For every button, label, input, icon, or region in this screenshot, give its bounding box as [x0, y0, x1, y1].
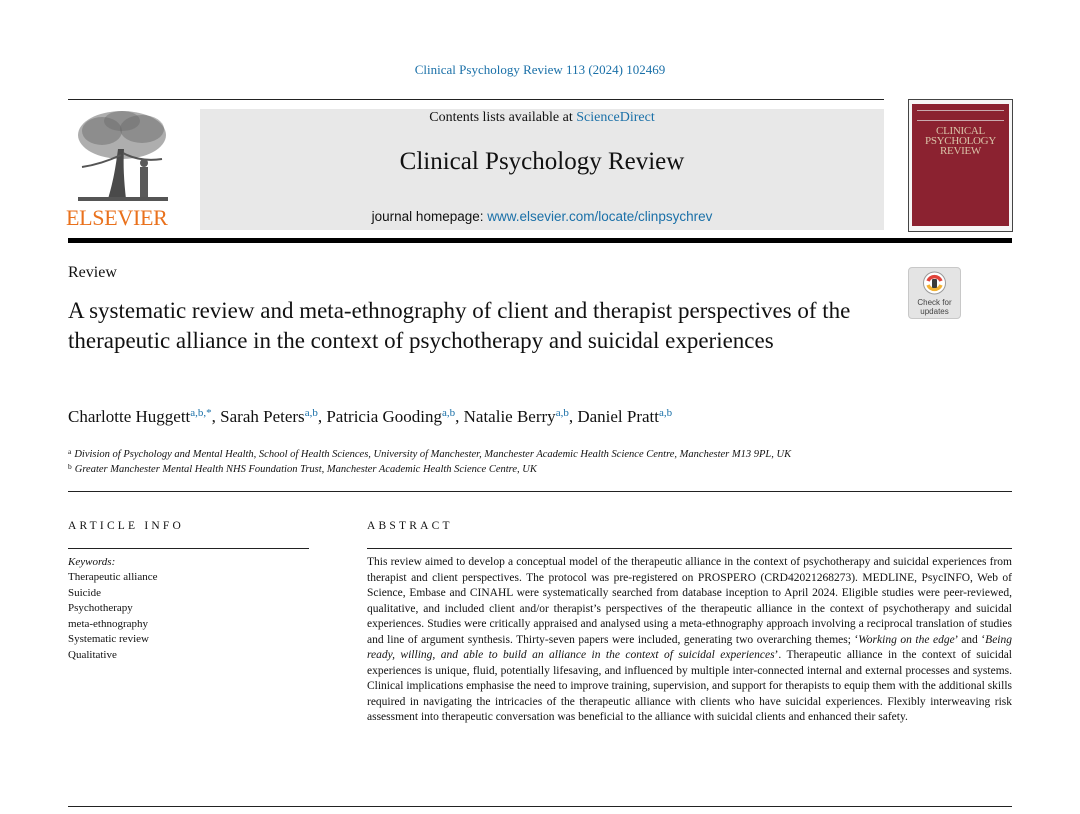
sciencedirect-link[interactable]: ScienceDirect [576, 110, 655, 125]
cover-title: CLINICAL PSYCHOLOGY REVIEW [925, 125, 996, 157]
author-affiliation-marks[interactable]: a,b [304, 407, 318, 419]
check-for-updates-button[interactable] [908, 267, 961, 319]
affiliation-text: Division of Psychology and Mental Health, School of Health Sciences, University of Manchester, Manchester Academic Health Science Centre, Manchester M13 9PL, UK [74, 449, 792, 460]
contents-line [200, 110, 884, 126]
journal-title: Clinical Psychology Review [399, 148, 685, 175]
author-name[interactable]: Daniel Pratt [577, 407, 659, 426]
abstract-part: This review aimed to develop a conceptual model of the therapeutic alliance in the context of psychotherapy and suicidal experiences from therapist and client perspectives. The protocol was pre-registered on PROSPERO (CRD42021268273). MEDLINE, PsycINFO, Web of Science, Embase and CINAHL were systematically searched from database inception to April 2024. Eligible studies were peer-reviewed, qualitative, and included client and/or therapist’s perspectives of the therapeutic alliance in the context of psychotherapy and suicidal experiences. Studies were critically appraised and analysed using a meta-ethnography approach involving a reciprocal translation of studies and line of argument synthesis. Thirty-seven papers were included, generating two overarching themes; ‘ [367, 556, 1012, 646]
article-type: Review [68, 264, 117, 281]
header-top-rule [68, 99, 884, 100]
abstract-part: ’. Therapeutic alliance in the context of suicidal experiences is unique, fluid, potentially lifesaving, and influenced by multiple inter-connected internal and external processes and systems. Clinical implications emphasise the need to improve training, supervision, and support for therapists to equip them with the additional skills required in navigating the intricacies of the therapeutic alliance with clients who have suicidal experiences. Flexibly interweaving risk assessment into therapeutic conversation was beneficial to the alliance with suicidal clients and enhanced their safety. [367, 649, 1012, 724]
author-affiliation-marks[interactable]: a,b [442, 407, 456, 419]
author-name[interactable]: Natalie Berry [463, 407, 556, 426]
author-affiliation-marks[interactable]: a,b [659, 407, 673, 419]
article-info-rule [68, 548, 309, 549]
journal-cover-image[interactable] [908, 99, 1013, 232]
keyword-item: Psychotherapy [68, 602, 133, 614]
keyword-item: Suicide [68, 586, 101, 599]
keyword-item: Qualitative [68, 648, 117, 661]
abstract-part: ’ and ‘ [954, 633, 986, 646]
keywords-label: Keywords: [68, 556, 116, 568]
affiliation-mark: a [68, 447, 72, 456]
journal-reference-link[interactable]: Clinical Psychology Review 113 (2024) 102469 [414, 62, 666, 77]
author-name[interactable]: Sarah Peters [220, 407, 305, 426]
affiliation-b [68, 462, 537, 475]
cover-strip [917, 110, 1004, 121]
check-updates-icon [909, 268, 960, 298]
author-name[interactable]: Patricia Gooding [326, 407, 442, 426]
section-rule [68, 491, 1012, 492]
contents-prefix: Contents lists available at [429, 110, 577, 125]
keyword-item: Systematic review [68, 633, 149, 645]
affiliation-a [68, 447, 791, 460]
author-affiliation-marks[interactable]: a,b,* [190, 407, 212, 419]
affiliation-mark: b [68, 462, 72, 471]
article-title: A systematic review and meta-ethnography of client and therapist perspectives of the therapeutic alliance in the context of psychotherapy and suicidal experiences [68, 298, 851, 353]
author-list: Charlotte Huggett$^{a,b,*}$, Sarah Peters$^{a,b}$, Patricia Gooding$^{a,b}$, Natalie Berry$^{a,b}$, Daniel Pratt$^{a,b}$ [68, 407, 673, 426]
check-updates-label: Check for updates [917, 298, 952, 316]
abstract-theme-2: Being ready, willing, and able to build an alliance in the context of suicidal experiences [367, 633, 1012, 662]
article-info-heading: ARTICLE INFO [68, 520, 184, 532]
homepage-line [200, 209, 884, 224]
homepage-prefix: journal homepage: [371, 209, 488, 224]
abstract-rule [367, 548, 1012, 549]
header-thick-rule [68, 238, 1012, 243]
keyword-list [68, 570, 157, 663]
abstract-heading: ABSTRACT [367, 520, 453, 532]
abstract-bottom-rule [68, 806, 1012, 807]
keyword-item: meta-ethnography [68, 617, 149, 630]
cover-background [912, 104, 1009, 226]
keyword-item: Therapeutic alliance [68, 571, 158, 583]
elsevier-wordmark: ELSEVIER [66, 205, 168, 230]
author-affiliation-marks[interactable]: a,b [555, 407, 569, 419]
abstract-text [367, 555, 1012, 726]
abstract-theme-1: Working on the edge [858, 633, 955, 646]
affiliation-text: Greater Manchester Mental Health NHS Foundation Trust, Manchester Academic Health Science Centre, UK [74, 464, 537, 475]
homepage-link[interactable]: www.elsevier.com/locate/clinpsychrev [487, 209, 713, 224]
author-name[interactable]: Charlotte Huggett [68, 407, 191, 426]
